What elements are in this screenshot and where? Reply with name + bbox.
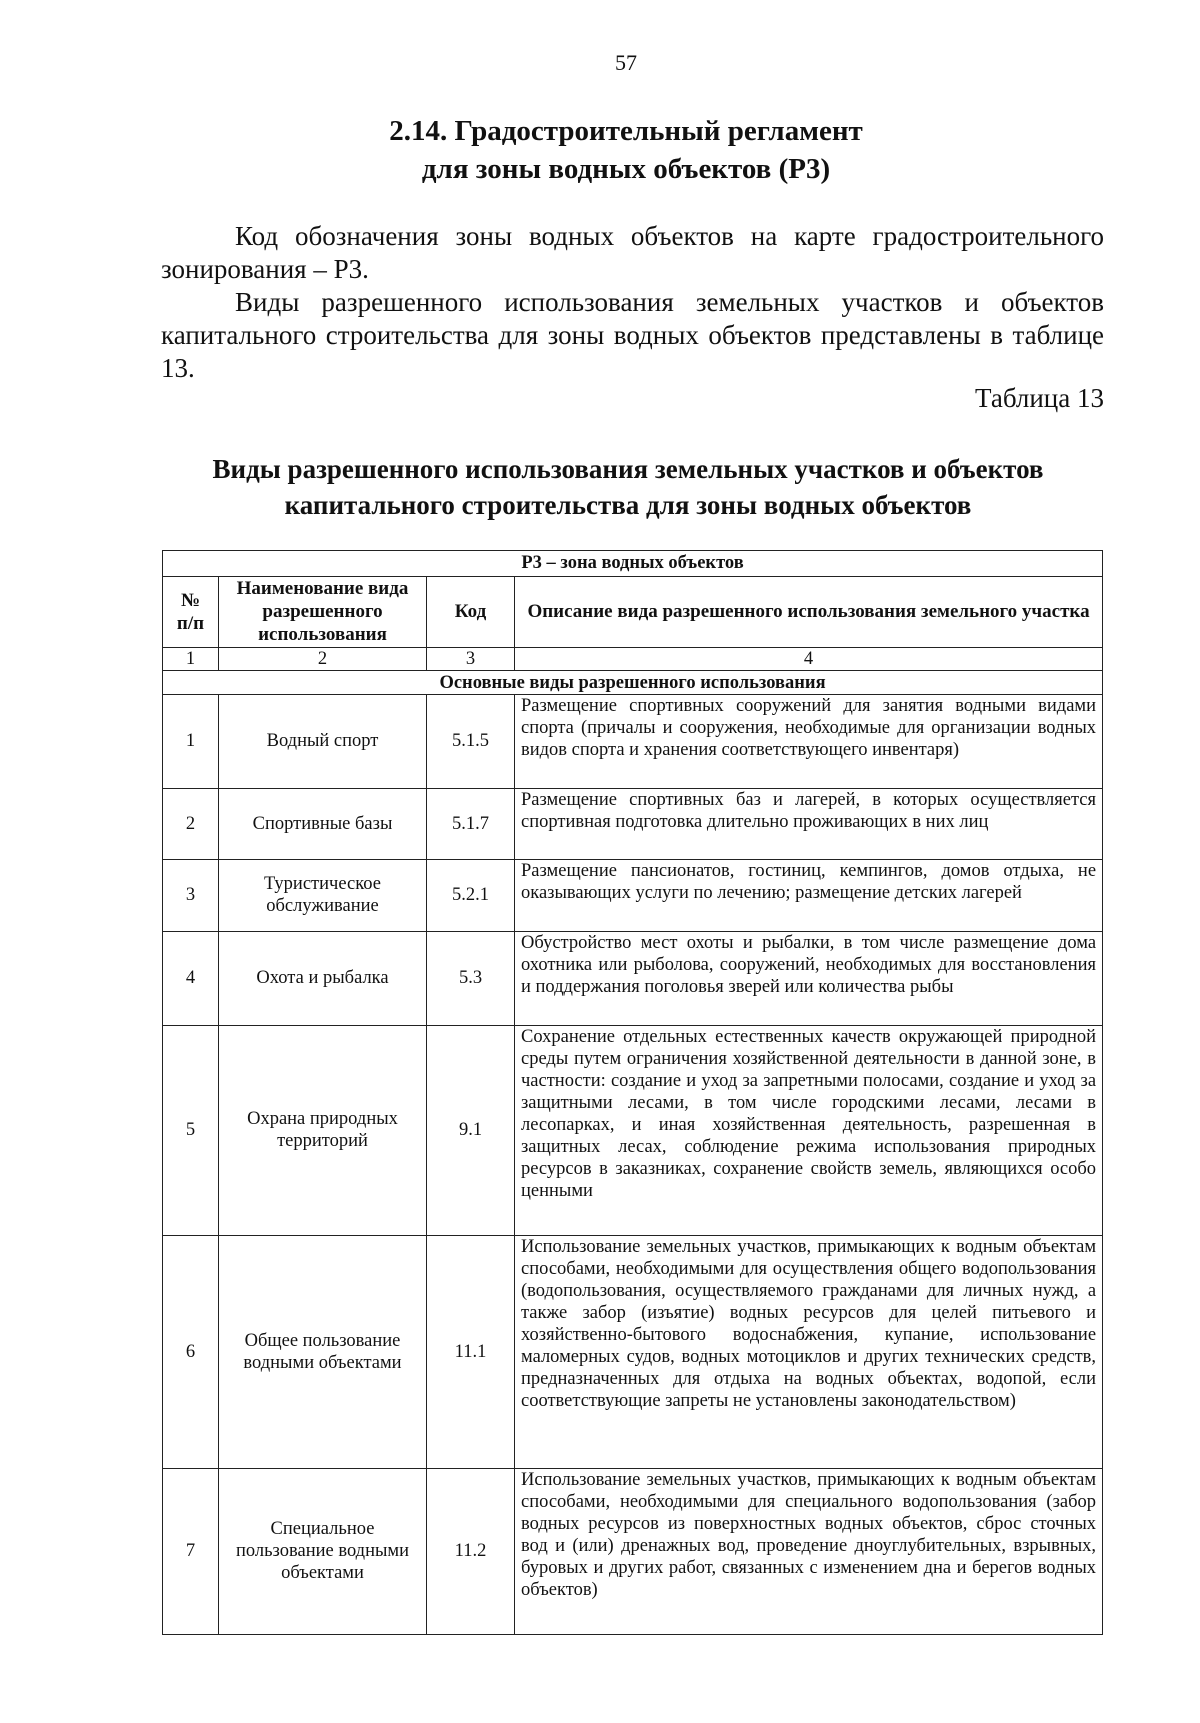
- section-title-line-2: для зоны водных объектов (Р3): [421, 153, 831, 185]
- header-description: Описание вида разрешенного использования земельного участка: [515, 576, 1103, 647]
- table-heading: [0, 451, 1200, 523]
- row-description: Использование земельных участков, примыкающих к водным объектам способами, необходимыми для осуществления общего водопользования (водопользования, осуществляемого гражданами для личных нужд, а также забор (изъятие) водных ресурсов для целей питьевого и хозяйственно-бытового водоснабжения, купание, использование маломерных судов, водных мотоциклов и других технических средств, предназначенных для отдыха на водных объектах, водопой, если соответствующие запреты не установлены законодательством): [515, 1235, 1103, 1468]
- row-description: Обустройство мест охоты и рыбалки, в том числе размещение дома охотника или рыболова, сооружений, необходимых для восстановления и поддержания поголовья зверей или количества рыбы: [515, 931, 1103, 1025]
- table-zone-title: Р3 – зона водных объектов: [163, 551, 1103, 577]
- row-code: 5.1.7: [427, 788, 515, 859]
- row-code: 11.1: [427, 1235, 515, 1468]
- row-name: Охота и рыбалка: [219, 931, 427, 1025]
- table-row: [163, 1235, 1103, 1468]
- row-num: 6: [163, 1235, 219, 1468]
- row-num: 7: [163, 1468, 219, 1634]
- table-row: [163, 788, 1103, 859]
- table-row: [163, 694, 1103, 788]
- header-num: № п/п: [163, 576, 219, 647]
- row-code: 5.2.1: [427, 860, 515, 931]
- row-description: Размещение спортивных баз и лагерей, в которых осуществляется спортивная подготовка длительно проживающих в них лиц: [515, 788, 1103, 859]
- row-name: Общее пользование водными объектами: [219, 1235, 427, 1468]
- header-name: Наименование вида разрешенного использования: [219, 576, 427, 647]
- table-group-row: [163, 671, 1103, 694]
- section-title-line-1: 2.14. Градостроительный регламент: [389, 115, 863, 147]
- row-num: 5: [163, 1025, 219, 1235]
- column-number-1: 1: [163, 647, 219, 670]
- row-num: 2: [163, 788, 219, 859]
- row-num: 4: [163, 931, 219, 1025]
- row-code: 9.1: [427, 1025, 515, 1235]
- paragraph-permitted-uses: [161, 286, 1104, 385]
- table-row: [163, 860, 1103, 931]
- table-header-row: [163, 576, 1103, 647]
- table-group-title: Основные виды разрешенного использования: [163, 671, 1103, 694]
- table-heading-line-2: капитального строительства для зоны водных объектов: [284, 490, 972, 520]
- row-name: Спортивные базы: [219, 788, 427, 859]
- row-description: Размещение пансионатов, гостиниц, кемпингов, домов отдыха, не оказывающих услуги по лечению; размещение детских лагерей: [515, 860, 1103, 931]
- row-num: 3: [163, 860, 219, 931]
- row-code: 5.3: [427, 931, 515, 1025]
- table-row: [163, 1468, 1103, 1634]
- row-name: Туристическое обслуживание: [219, 860, 427, 931]
- row-code: 5.1.5: [427, 694, 515, 788]
- column-number-4: 4: [515, 647, 1103, 670]
- paragraph-zone-code-text: Код обозначения зоны водных объектов на карте градостроительного зонирования – Р3.: [161, 221, 1104, 284]
- row-description: Использование земельных участков, примыкающих к водным объектам способами, необходимыми для специального водопользования (забор водных ресурсов из поверхностных водных объектов, сброс сточных вод и (или) дренажных вод, проведение дноуглубительных, взрывных, буровых и других работ, связанных с изменением дна и берегов водных объектов): [515, 1468, 1103, 1634]
- paragraph-permitted-uses-text: Виды разрешенного использования земельных участков и объектов капитального строительства для зоны водных объектов представлены в таблице 13.: [161, 287, 1104, 383]
- section-title: [0, 112, 1200, 188]
- permitted-uses-table: [162, 550, 1103, 1635]
- paragraph-zone-code: [161, 220, 1104, 286]
- row-description: Сохранение отдельных естественных качеств окружающей природной среды путем ограничения хозяйственной деятельности в данной зоне, в частности: создание и уход за запретными полосами, создание и уход за защитными лесами, в том числе городскими лесами, лесами в лесопарках, и иная хозяйственная деятельность, разрешенная в защитных лесах, соблюдение режима использования природных ресурсов в заказниках, сохранение свойств земель, являющихся особо ценными: [515, 1025, 1103, 1235]
- row-description: Размещение спортивных сооружений для занятия водными видами спорта (причалы и сооружения, необходимые для организации водных видов спорта и хранения соответствующего инвентаря): [515, 694, 1103, 788]
- row-num: 1: [163, 694, 219, 788]
- table-column-numbers-row: [163, 647, 1103, 670]
- row-name: Водный спорт: [219, 694, 427, 788]
- table-caption: Таблица 13: [975, 383, 1104, 413]
- page-number: 57: [615, 50, 637, 75]
- column-number-3: 3: [427, 647, 515, 670]
- table-row: [163, 1025, 1103, 1235]
- row-code: 11.2: [427, 1468, 515, 1634]
- row-name: Охрана природных территорий: [219, 1025, 427, 1235]
- column-number-2: 2: [219, 647, 427, 670]
- table-heading-line-1: Виды разрешенного использования земельных участков и объектов: [212, 454, 1044, 484]
- table-row: [163, 931, 1103, 1025]
- row-name: Специальное пользование водными объектами: [219, 1468, 427, 1634]
- header-code: Код: [427, 576, 515, 647]
- table-zone-row: [163, 551, 1103, 577]
